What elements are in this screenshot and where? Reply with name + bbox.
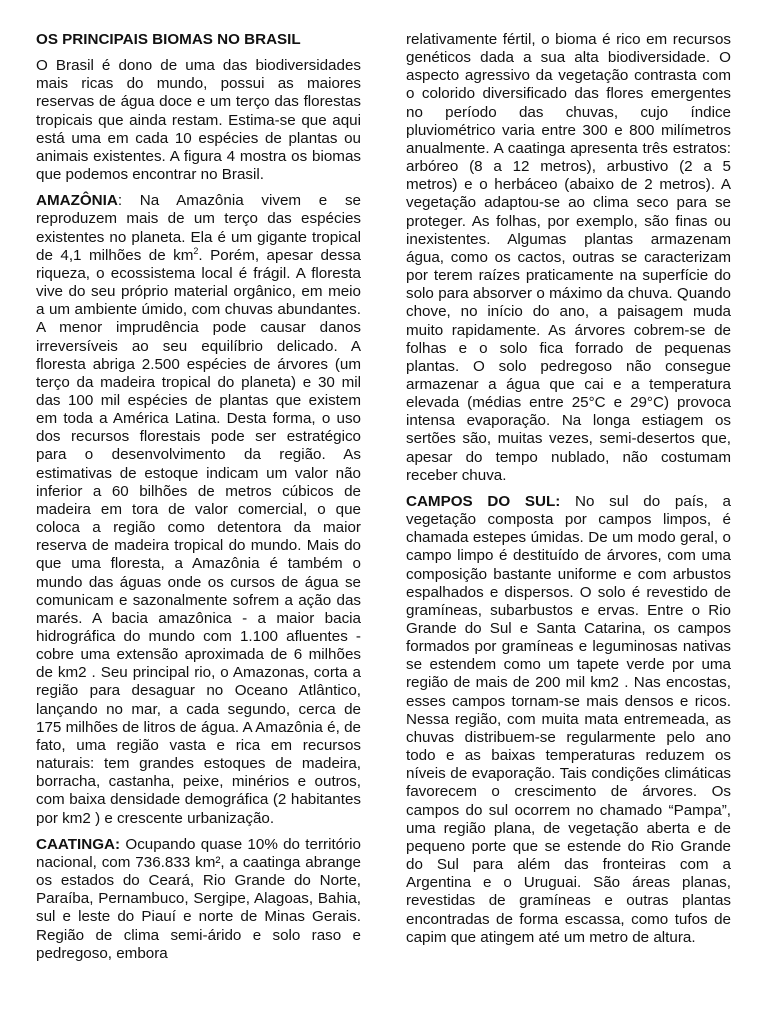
right-column [406, 31, 731, 955]
caatinga-heading: CAATINGA: [36, 835, 121, 853]
caatinga-continuation: relativamente fértil, o bioma é rico em recursos genéticos dada a sua alta biodiversidade. O aspecto agressivo da vegetação contrasta com o colorido diversificado das flores emergentes no período das chuvas, cujo índice pluviométrico varia entre 300 e 800 milímetros anualmente. A caatinga apresenta três estratos: arbóreo (8 a 12 metros), arbustivo (2 a 5 metros) e o herbáceo (abaixo de 2 metros). A vegetação adaptou-se ao clima seco para se proteger. As folhas, por exemplo, são finas ou inexistentes. Algumas plantas armazenam água, como os cactos, outras se caracterizam por terem raízes praticamente na superfície do solo para absorver o máximo da chuva. Quando chove, no início do ano, a paisagem muda muito rapidamente. As árvores cobrem-se de folhas e o solo fica forrado de pequenas plantas. O solo pedregoso não consegue armazenar a água que cai e a temperatura elevada (médias entre 25°C e 29°C) provoca intensa evaporação. Na longa estiagem os sertões são, muitas vezes, semi-desertos que, apesar do tempo nublado, não costumam receber chuva. [406, 31, 731, 484]
caatinga-paragraph [36, 836, 361, 963]
amazonia-text-a: : Na Amazônia vivem e se reproduzem mais de um terço das espécies existentes no planeta. Ela é um gigante tropical de 4,1 milhões de km [36, 192, 361, 264]
left-column [36, 31, 361, 971]
campos-heading: CAMPOS DO SUL: [406, 492, 561, 510]
amazonia-text-b: . Porém, apesar dessa riqueza, o ecossistema local é frágil. A floresta vive do seu próprio material orgânico, em meio a um ambiente úmido, com chuvas abundantes. A menor imprudência pode causar danos irreversíveis ao seu equilíbrio delicado. A floresta abriga 2.500 espécies de árvores (um terço da madeira tropical do planeta) e 30 mil das 100 mil espécies de plantas que existem em toda a América Latina. Desta forma, o uso dos recursos florestais pode ser estratégico para o desenvolvimento da região. As estimativas de estoque indicam um valor não inferior a 60 bilhões de metros cúbicos de madeira em tora de valor comercial, o que coloca a região como detentora da maior reserva de madeira tropical do mundo. Mais do que uma floresta, a Amazônia é também o mundo das águas onde os cursos de água se comunicam e sazonalmente sofrem a ação das marés. A bacia amazônica - a maior bacia hidrográfica do mundo com 1.100 afluentes - cobre uma extensão aproximada de 6 milhões de km2 . Seu principal rio, o Amazonas, corta a região para desaguar no Oceano Atlântico, lançando no mar, a cada segundo, cerca de 175 milhões de litros de água. A Amazônia é, de fato, uma região vasta e rica em recursos naturais: tem grandes estoques de madeira, borracha, castanha, peixe, minérios e outros, com baixa densidade demográfica (2 habitantes por km2 ) e crescente urbanização. [36, 246, 361, 827]
campos-text: No sul do país, a vegetação composta por campos limpos, é chamada estepes úmidas. De um modo geral, o campo limpo é destituído de árvores, com uma composição bastante uniforme e com arbustos espalhados e dispersos. O solo é revestido de gramíneas, subarbustos e ervas. Entre o Rio Grande do Sul e Santa Catarina, os campos formados por gramíneas e leguminosas nativas se estendem como um tapete verde por uma região de mais de 200 mil km2 . Nas encostas, esses campos tornam-se mais densos e ricos. Nessa região, com muita mata entremeada, as chuvas distribuem-se regularmente pelo ano todo e as baixas temperaturas reduzem os níveis de evaporação. Tais condições climáticas favorecem o crescimento de árvores. Os campos do sul ocorrem no chamado “Pampa”, uma região plana, de vegetação aberta e de pequeno porte que se estende do Rio Grande do Sul para além das fronteiras com a Argentina e o Uruguai. São áreas planas, revestidas de gramíneas e outras plantas encontradas de forma escassa, como tufos de capim que atingem até um metro de altura. [406, 492, 731, 946]
campos-paragraph [406, 493, 731, 947]
intro-paragraph: O Brasil é dono de uma das biodiversidades mais ricas do mundo, possui as maiores reservas de água doce e um terço das florestas tropicais que ainda restam. Estima-se que aqui está uma em cada 10 espécies de plantas ou animais existentes. A figura 4 mostra os biomas que podemos encontrar no Brasil. [36, 57, 361, 184]
amazonia-superscript: 2 [193, 245, 199, 256]
amazonia-heading: AMAZÔNIA [36, 192, 118, 210]
document-title: OS PRINCIPAIS BIOMAS NO BRASIL [36, 31, 301, 48]
amazonia-paragraph [36, 192, 361, 827]
caatinga-text-left: Ocupando quase 10% do território nacional, com 736.833 km², a caatinga abrange os estados do Ceará, Rio Grande do Norte, Paraíba, Pernambuco, Sergipe, Alagoas, Bahia, sul e leste do Piauí e norte de Minas Gerais. Região de clima semi-árido e solo raso e pedregoso, embora [36, 835, 361, 962]
